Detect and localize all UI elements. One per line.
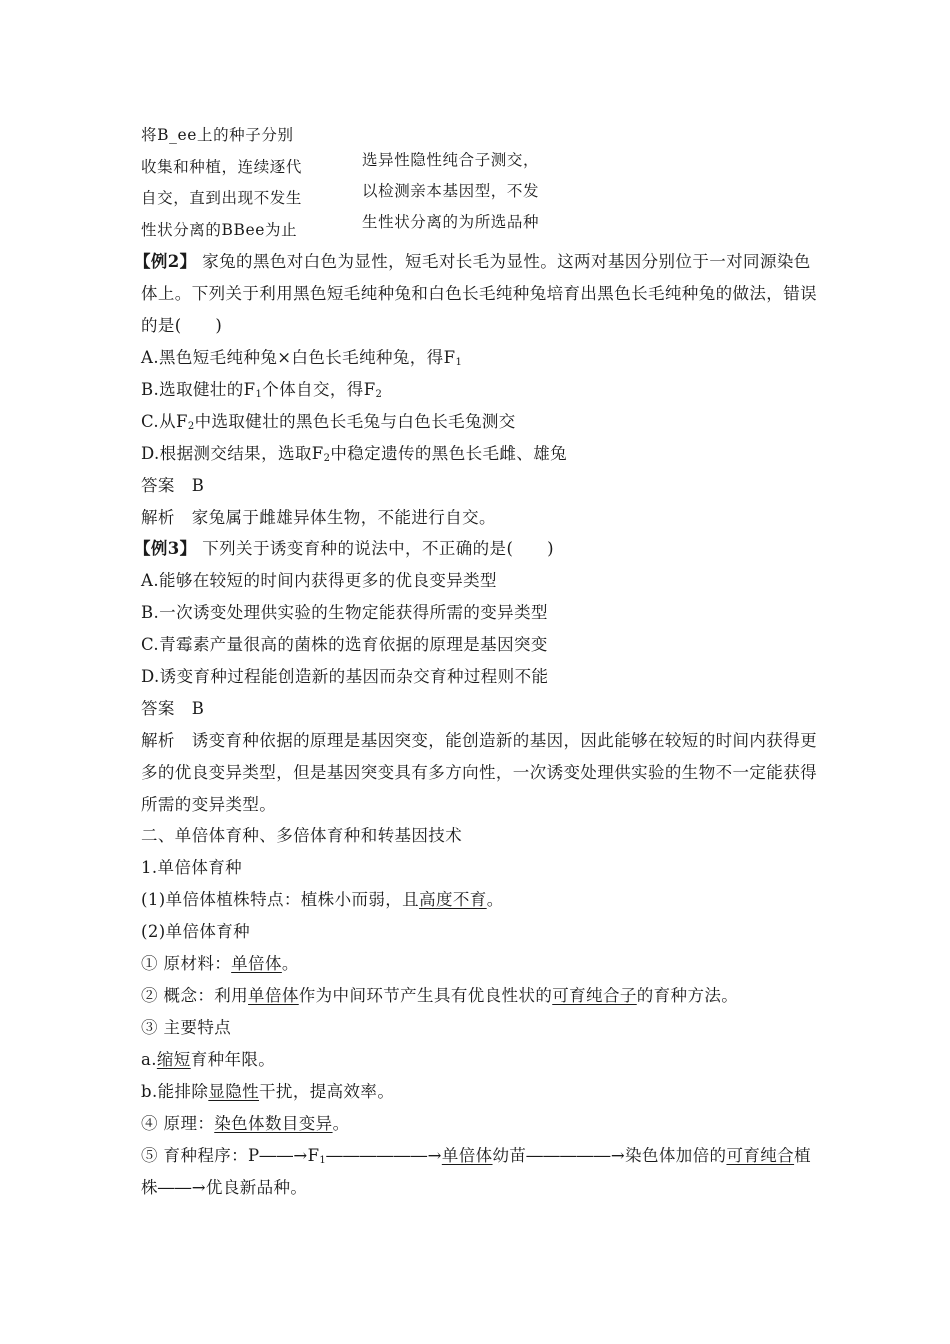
breeding-right-line-2: 以检测亲本基因型，不发 bbox=[362, 182, 540, 200]
main-features-heading: ③ 主要特点 bbox=[141, 1018, 232, 1037]
raw-material-line bbox=[141, 952, 299, 976]
procedure-middle: 幼苗―――――→染色体加倍的 bbox=[492, 1146, 727, 1165]
example-3-tag: 【例3】 bbox=[134, 539, 197, 558]
feature-b bbox=[141, 1080, 394, 1104]
example-3-analysis-line-3: 所需的变异类型。 bbox=[141, 795, 277, 814]
feature-b-end: 干扰，提高效率。 bbox=[259, 1082, 395, 1101]
feature-b-label: b.能排除 bbox=[141, 1082, 209, 1101]
example-2-option-d bbox=[141, 442, 567, 471]
feature-a-underlined: 缩短 bbox=[156, 1050, 191, 1069]
example-2-option-b bbox=[141, 378, 382, 407]
example-3-stem bbox=[134, 537, 554, 561]
example-2-stem-line-3: 的是( ) bbox=[141, 316, 223, 335]
option-d-text-2: 中稳定遗传的黑色长毛雌、雄兔 bbox=[330, 444, 568, 463]
example-3-analysis-line-1: 解析 诱变育种依据的原理是基因突变，能创造新的基因，因此能够在较短的时间内获得更 bbox=[141, 731, 817, 750]
feature-a-end: 育种年限。 bbox=[190, 1050, 276, 1069]
section-heading: 二、单倍体育种、多倍体育种和转基因技术 bbox=[141, 826, 463, 845]
option-c-text-1: C.从F bbox=[141, 412, 188, 431]
breeding-left-line-4: 性状分离的BBee为止 bbox=[141, 221, 298, 239]
example-2-stem-line-1 bbox=[134, 250, 811, 274]
option-b-subscript-2: 2 bbox=[375, 389, 383, 400]
raw-material-end: 。 bbox=[281, 954, 299, 973]
option-c-text-2: 中选取健壮的黑色长毛兔与白色长毛兔测交 bbox=[194, 412, 516, 431]
concept-underlined-1: 单倍体 bbox=[248, 986, 299, 1005]
feature-a-label: a. bbox=[141, 1050, 157, 1069]
concept-line bbox=[141, 984, 738, 1008]
example-2-option-a bbox=[141, 346, 462, 375]
principle-line bbox=[141, 1112, 349, 1136]
example-2-stem-text-1: 家兔的黑色对白色为显性，短毛对长毛为显性。这两对基因分别位于一对同源染色 bbox=[202, 252, 811, 271]
feature-text: (1)单倍体植株特点：植株小而弱，且 bbox=[141, 890, 420, 909]
subsection-haploid-breeding: 1.单倍体育种 bbox=[141, 858, 243, 877]
feature-underlined: 高度不育 bbox=[419, 890, 487, 909]
breeding-left-line-1: 将B_ee上的种子分别 bbox=[141, 126, 294, 144]
principle-underlined: 染色体数目变异 bbox=[214, 1114, 333, 1133]
example-3-analysis-line-2: 多的优良变异类型，但是基因突变具有多方向性，一次诱变处理供实验的生物不一定能获得 bbox=[141, 763, 817, 782]
concept-middle: 作为中间环节产生具有优良性状的 bbox=[298, 986, 553, 1005]
feature-end: 。 bbox=[486, 890, 504, 909]
procedure-label: ⑤ 育种程序：P――→F bbox=[141, 1146, 320, 1165]
procedure-end: 植 bbox=[794, 1146, 811, 1165]
example-3-answer: 答案 B bbox=[141, 699, 205, 718]
feature-a bbox=[141, 1048, 275, 1072]
procedure-line-2: 株――→优良新品种。 bbox=[141, 1178, 308, 1197]
option-a-subscript: 1 bbox=[455, 357, 463, 368]
example-2-tag: 【例2】 bbox=[134, 252, 197, 271]
option-b-subscript-1: 1 bbox=[255, 389, 263, 400]
option-a-text: A.黑色短毛纯种兔×白色长毛纯种兔，得F bbox=[141, 348, 456, 367]
option-d-text-1: D.根据测交结果，选取F bbox=[141, 444, 324, 463]
procedure-subscript: 1 bbox=[319, 1155, 327, 1166]
procedure-underlined-2: 可育纯合 bbox=[726, 1146, 795, 1165]
breeding-left-line-2: 收集和种植，连续逐代 bbox=[141, 158, 303, 176]
raw-material-underlined: 单倍体 bbox=[231, 954, 282, 973]
haploid-plant-feature bbox=[141, 888, 504, 912]
breeding-left-line-3: 自交，直到出现不发生 bbox=[141, 189, 303, 207]
example-2-option-c bbox=[141, 410, 516, 439]
example-3-stem-text: 下列关于诱变育种的说法中，不正确的是( ) bbox=[202, 539, 554, 558]
concept-label: ② 概念：利用 bbox=[141, 986, 249, 1005]
example-3-option-c: C.青霉素产量很高的菌株的选育依据的原理是基因突变 bbox=[141, 635, 548, 654]
option-d-subscript: 2 bbox=[323, 453, 331, 464]
haploid-breeding-heading: (2)单倍体育种 bbox=[141, 922, 251, 941]
option-b-text-2: 个体自交，得F bbox=[262, 380, 376, 399]
example-3-option-b: B.一次诱变处理供实验的生物定能获得所需的变异类型 bbox=[141, 603, 548, 622]
procedure-underlined-1: 单倍体 bbox=[441, 1146, 493, 1165]
principle-end: 。 bbox=[332, 1114, 350, 1133]
breeding-right-line-1: 选异性隐性纯合子测交， bbox=[362, 151, 540, 169]
raw-material-label: ① 原材料： bbox=[141, 954, 232, 973]
option-c-subscript: 2 bbox=[187, 421, 195, 432]
feature-b-underlined: 显隐性 bbox=[208, 1082, 260, 1101]
example-3-option-d: D.诱变育种过程能创造新的基因而杂交育种过程则不能 bbox=[141, 667, 549, 686]
concept-end: 的育种方法。 bbox=[636, 986, 739, 1005]
option-b-text-1: B.选取健壮的F bbox=[141, 380, 256, 399]
concept-underlined-2: 可育纯合子 bbox=[552, 986, 637, 1005]
example-3-option-a: A.能够在较短的时间内获得更多的优良变异类型 bbox=[141, 571, 497, 590]
example-2-stem-line-2: 体上。下列关于利用黑色短毛纯种兔和白色长毛纯种兔培育出黑色长毛纯种兔的做法，错误 bbox=[141, 284, 817, 303]
example-2-answer: 答案 B bbox=[141, 476, 205, 495]
procedure-line-1 bbox=[141, 1144, 811, 1173]
procedure-arrow: ――――――→ bbox=[326, 1146, 442, 1165]
example-2-analysis: 解析 家兔属于雌雄异体生物，不能进行自交。 bbox=[141, 508, 496, 527]
breeding-right-line-3: 生性状分离的为所选品种 bbox=[362, 213, 540, 231]
principle-label: ④ 原理： bbox=[141, 1114, 215, 1133]
